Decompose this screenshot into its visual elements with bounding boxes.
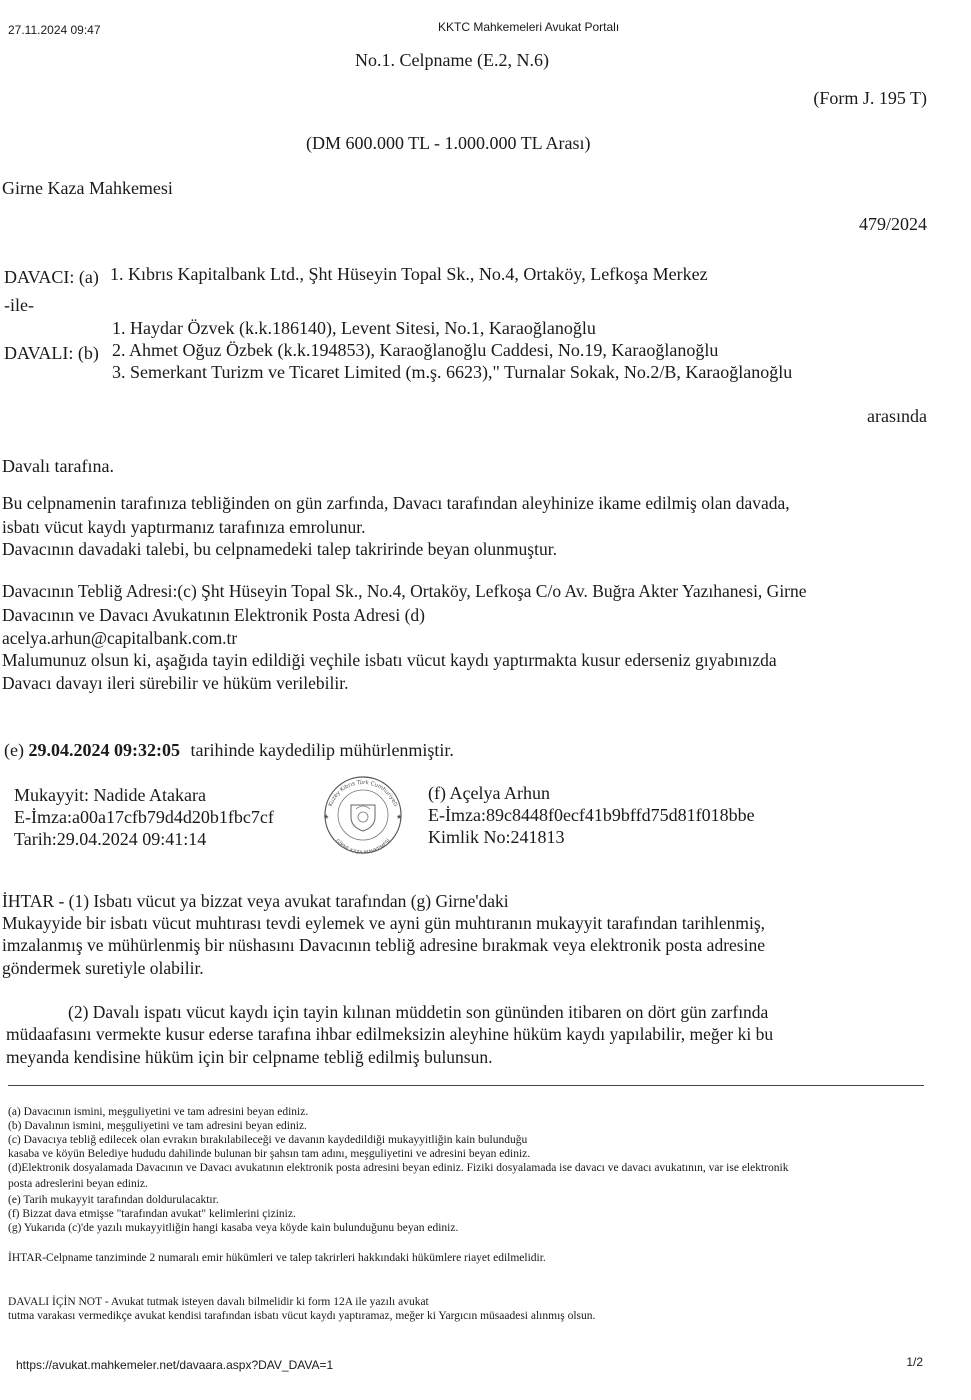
- footnote: (b) Davalının ismini, meşguliyetini ve tam adresini beyan ediniz.: [8, 1120, 307, 1132]
- body-line: Bu celpnamenin tarafınıza tebliğinden on gün zarfında, Davacı tarafından aleyhinize ikame edilmiş olan davada,: [2, 493, 790, 513]
- defendant-note: DAVALI İÇİN NOT - Avukat tutmak isteyen davalı bilmelidir ki form 12A ile yazılı avukat: [8, 1296, 429, 1308]
- plaintiff-label: DAVACI: (a): [4, 267, 99, 287]
- footnote: (d)Elektronik dosyalamada Davacının ve Davacı avukatının elektronik posta adresini beyan ediniz. Fiziki dosyalamada ise davacı ve davacı avukatının, var ise elektronik: [8, 1162, 789, 1174]
- svg-text:★: ★: [323, 813, 330, 821]
- ihtar-note: İHTAR-Celpname tanziminde 2 numaralı emir hükümleri ve talep takrirleri hakkındaki hükümlere riayet edilmelidir.: [8, 1252, 546, 1264]
- defendant-label: DAVALI: (b): [4, 343, 99, 363]
- record-line: [4, 740, 454, 761]
- defendant-1: 1. Haydar Özvek (k.k.186140), Levent Sitesi, No.1, Karaoğlanoğlu: [112, 318, 596, 338]
- body-line: Davacının Tebliğ Adresi:(c) Şht Hüseyin Topal Sk., No.4, Ortaköy, Lefkoşa C/o Av. Buğra Akter Yazıhanesi, Girne: [2, 581, 807, 601]
- body-line: Davacı davayı ileri sürebilir ve hüküm verilebilir.: [2, 673, 349, 693]
- form-number: (Form J. 195 T): [813, 88, 927, 108]
- warning-line: meyanda kendisine hüküm için bir celpname tebliğ edilmiş bulunsun.: [6, 1047, 493, 1067]
- page-number: 1/2: [906, 1355, 923, 1369]
- body-line: Davacının davadaki talebi, bu celpnamedeki talep takririnde beyan olunmuştur.: [2, 539, 557, 559]
- form-title: No.1. Celpname (E.2, N.6): [355, 50, 549, 70]
- print-datetime: 27.11.2024 09:47: [8, 23, 101, 37]
- footnote: (e) Tarih mukayyit tarafından doldurulacaktır.: [8, 1194, 219, 1206]
- email-address: acelya.arhun@capitalbank.com.tr: [2, 628, 238, 648]
- warning-line: İHTAR - (1) Isbatı vücut ya bizzat veya avukat tarafından (g) Girne'daki: [2, 891, 509, 911]
- footnote: (g) Yukarıda (c)'de yazılı mukayyitliğin hangi kasaba veya köyde kain bulunduğunu beyan ediniz.: [8, 1222, 459, 1234]
- page-url: https://avukat.mahkemeler.net/davaara.aspx?DAV_DAVA=1: [16, 1358, 334, 1372]
- registrar-esign: E-İmza:a00a17cfb79d4d20b1fbc7cf: [14, 807, 274, 827]
- footnote: posta adreslerini beyan ediniz.: [8, 1178, 148, 1190]
- defendant-3: 3. Semerkant Turizm ve Ticaret Limited (m.ş. 6623)," Turnalar Sokak, No.2/B, Karaoğlanoğlu: [112, 362, 793, 382]
- record-suffix: tarihinde kaydedilip mühürlenmiştir.: [190, 740, 454, 760]
- footnote: kasaba ve köyün Belediye hududu dahilinde bulunan bir şahsın tam adını, meşguliyetini ve adresini beyan ediniz.: [8, 1148, 531, 1160]
- warning-line: (2) Davalı ispatı vücut kaydı için tayin kılınan müddetin son gününden itibaren on dört gün zarfında: [68, 1002, 769, 1022]
- body-line: Davacının ve Davacı Avukatının Elektronik Posta Adresi (d): [2, 605, 425, 625]
- footnote: (f) Bizzat dava etmişse "tarafından avukat" kelimlerini çiziniz.: [8, 1208, 296, 1220]
- defendant-note: tutma varakası vermedikçe avukat kendisi tarafından isbatı vücut kaydı yaptıramaz, meğer ki Yargıcın müsaadesi alınmış olsun.: [8, 1310, 596, 1322]
- arasinda: arasında: [867, 406, 927, 426]
- advocate-id: Kimlik No:241813: [428, 827, 565, 847]
- advocate-name: (f) Açelya Arhun: [428, 783, 550, 803]
- footnote-divider: [8, 1085, 924, 1086]
- footnote: (c) Davacıya tebliğ edilecek olan evrakın bırakılabileceği ve davanın kaydedildiği mukayyitliğin kain bulunduğu: [8, 1134, 528, 1146]
- seal-top-text: Kuzey Kıbrıs Türk Cumhuriyeti: [327, 779, 399, 808]
- amount-range: (DM 600.000 TL - 1.000.000 TL Arası): [306, 133, 591, 153]
- body-line: Malumunuz olsun ki, aşağıda tayin edildiği veçhile isbatı vücut kaydı yaptırmakta kusur ederseniz gıyabınızda: [2, 650, 777, 670]
- svg-text:★: ★: [396, 813, 403, 821]
- record-datetime: 29.04.2024 09:32:05: [28, 740, 180, 760]
- registrar-date: Tarih:29.04.2024 09:41:14: [14, 829, 207, 849]
- portal-title: KKTC Mahkemeleri Avukat Portalı: [438, 20, 620, 34]
- plaintiff: 1. Kıbrıs Kapitalbank Ltd., Şht Hüseyin Topal Sk., No.4, Ortaköy, Lefkoşa Merkez: [110, 264, 708, 284]
- svg-text:Kuzey Kıbrıs Türk Cumhuriyeti: [328, 780, 398, 808]
- addressee: Davalı tarafına.: [2, 456, 114, 476]
- seal-bottom-text: GİRNE KAZA MAHKEMESİ: [334, 838, 392, 855]
- warning-line: imzalanmış ve mühürlenmiş bir nüshasını Davacının tebliğ adresine bırakmak veya elektronik posta adresine: [2, 935, 765, 955]
- record-prefix: (e): [4, 740, 24, 760]
- defendant-2: 2. Ahmet Oğuz Özbek (k.k.194853), Karaoğlanoğlu Caddesi, No.19, Karaoğlanoğlu: [112, 340, 719, 360]
- court-name: Girne Kaza Mahkemesi: [2, 178, 173, 198]
- body-line: isbatı vücut kaydı yaptırmanız tarafınıza emrolunur.: [2, 517, 366, 537]
- warning-line: müdaafasını vermekte kusur ederse tarafına ihbar edilmeksizin aleyhine hüküm kaydı yapılabilir, meğer ki bu: [6, 1024, 774, 1044]
- court-seal-icon: [318, 773, 408, 855]
- footnote: (a) Davacının ismini, meşguliyetini ve tam adresini beyan ediniz.: [8, 1106, 309, 1118]
- registrar-name: Mukayyit: Nadide Atakara: [14, 785, 206, 805]
- ile-separator: -ile-: [4, 295, 34, 315]
- advocate-esign: E-İmza:89c8448f0ecf41b9bffd75d81f018bbe: [428, 805, 755, 825]
- warning-line: göndermek suretiyle olabilir.: [2, 958, 204, 978]
- case-number: 479/2024: [858, 214, 927, 234]
- warning-line: Mukayyide bir isbatı vücut muhtırası tevdi eylemek ve ayni gün muhtıranın mukayyit tarafından tarihlenmiş,: [2, 913, 766, 933]
